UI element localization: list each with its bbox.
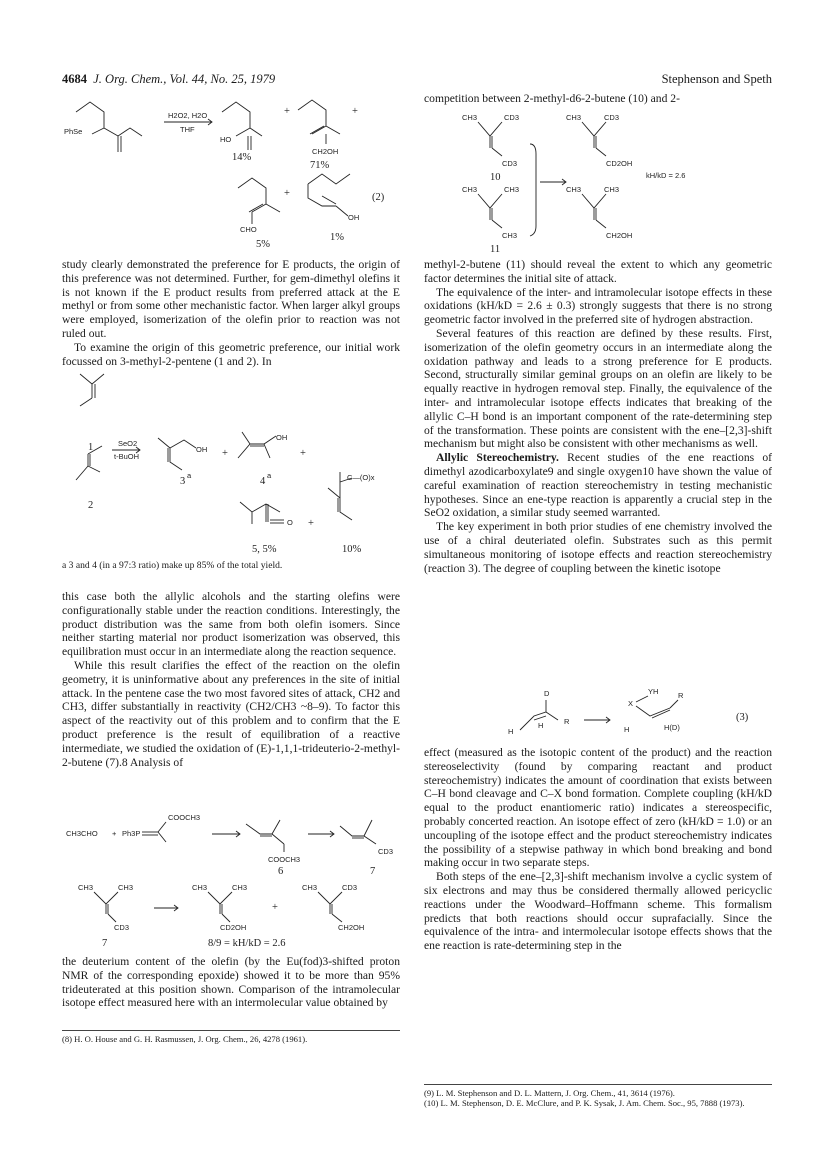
paragraph: study clearly demonstrated the preference for E products, the origin of this preference was not determined. Further, for gem-dimethyl olefins it is not known if the E product results from preferred attack at the E methyl or from some other mechanistic factor. When larger alkyl groups were employed, isomerization of the olefin prior to reaction was not ruled out. — [62, 258, 400, 340]
header-authors: Stephenson and Speth — [661, 72, 772, 86]
cd3-2: CD3 — [502, 159, 518, 168]
cd2oh-c: CD2OH — [606, 159, 633, 168]
footnote-10: (10) L. M. Stephenson, D. E. McClure, and P. K. Sysak, J. Am. Chem. Soc., 95, 7888 (1973). — [424, 1098, 745, 1108]
scheme-3 — [424, 686, 772, 742]
oh-4: OH — [276, 433, 288, 442]
oxygen-5: O — [287, 518, 293, 527]
plus-p3: + — [308, 518, 314, 529]
plus-p2: + — [300, 448, 306, 459]
cd2oh: CD2OH — [220, 923, 247, 932]
footnote-8 — [62, 1034, 400, 1044]
ch2oh-c: CH2OH — [606, 231, 633, 240]
cd3-1: CD3 — [504, 113, 520, 122]
cooch3-mid: COOCH3 — [268, 855, 301, 864]
reagent-h2o2: H2O2, H2O — [168, 111, 208, 120]
footnote-rule-right — [424, 1084, 772, 1085]
label-10: 10 — [490, 172, 501, 183]
yh-label: YH — [648, 687, 659, 696]
label-7: 7 — [370, 866, 376, 877]
ho-label: HO — [220, 135, 232, 144]
sup-a-4: a — [267, 471, 272, 480]
yield-5-5: 5, 5% — [252, 544, 277, 555]
journal-citation: J. Org. Chem., Vol. 44, No. 25, 1979 — [93, 72, 276, 86]
ch3-3: CH3 — [462, 185, 478, 194]
r-label: R — [564, 717, 570, 726]
paragraph: The key experiment in both prior studies of ene chemistry involved the use of a chiral deuteriated olefin. Substrates such as this permit simultaneous monitoring of isotope effects and reaction stereochemistry (reaction 3). The degree of coupling between the kinetic isotope — [424, 520, 772, 575]
paragraph: methyl-2-butene (11) should reveal the extent to which any geometric factor determines the initial site of attack. — [424, 258, 772, 285]
page-number: 4684 — [62, 72, 87, 86]
plus-3: + — [284, 188, 290, 199]
x-label: X — [628, 699, 634, 708]
sup-a-3: a — [187, 471, 192, 480]
ch2oh-w: CH2OH — [338, 923, 365, 932]
reagent-thf: THF — [180, 125, 195, 134]
eq-number-3: (3) — [736, 712, 749, 723]
plus-w1: + — [112, 829, 117, 838]
ch3-1: CH3 — [462, 113, 478, 122]
plus-2: + — [352, 106, 358, 117]
ch3-d: CH3 — [232, 883, 248, 892]
h-a: H — [508, 727, 514, 736]
r2-label: R — [678, 691, 684, 700]
eq-number-2: (2) — [372, 192, 385, 203]
paragraph — [424, 451, 772, 520]
scheme-footnote: a 3 and 4 (in a 97:3 ratio) make up 85% of the total yield. — [62, 560, 283, 571]
section-heading: Allylic Stereochemistry. — [436, 451, 559, 465]
scheme-competition — [424, 108, 772, 256]
right-column-block-2 — [424, 746, 772, 953]
cd3-right: CD3 — [378, 847, 394, 856]
yield-71: 71% — [310, 160, 330, 171]
left-column-block-2 — [62, 590, 400, 769]
reagent-tbuoh: t-BuOH — [114, 452, 140, 461]
paragraph: effect (measured as the isotopic content of the product) and the reaction stereoselectivity (found by comparing reactant and product stereochemistry) indicates the amount of coordination that exists between C–H bond cleavage and C–X bond formation. Complete coupling (kH/kD equal to the product enantiomeric ratio) indicates a stereospecific, probably concerted reaction. An isotope effect of zero (kH/kD = 1.0) or an uncoupling of the isotope effect and the product stereochemistry indicates the possibility of a stepwise pathway in which bond breaking and bond making occur in two separate steps. — [424, 746, 772, 870]
ph3p: Ph3P — [122, 829, 141, 838]
yield-14: 14% — [232, 152, 252, 163]
cd3-3: CD3 — [604, 113, 620, 122]
label-2: 2 — [88, 500, 94, 511]
ch3-7: CH3 — [604, 185, 620, 194]
cooch3-top: COOCH3 — [168, 813, 201, 822]
paragraph: Both steps of the ene–[2,3]-shift mechanism involve a cyclic system of six electrons and may thus be considered thermally allowed pericyclic reactions under the Woodward–Hoffmann scheme. This formalism predicts that both reactions should occur suprafacially. Since the equivalence of the intra- and intermolecular isotope effects shows that the ene reaction is rate-determining step in the — [424, 870, 772, 953]
plus-w2: + — [272, 902, 278, 913]
plus-1: + — [284, 106, 290, 117]
paragraph: this case both the allylic alcohols and the starting olefins were configurationally stable under the reaction conditions. Interestingly, the product distribution was the same from both olefin isomers. Since neither starting material nor product isomerization was observed, this equilibration must occur in an intermediate along the reaction sequence. — [62, 590, 400, 659]
cd3-b: CD3 — [342, 883, 358, 892]
ch3-b: CH3 — [118, 883, 134, 892]
ox-group: C—(O)x — [347, 473, 375, 482]
hd-label: H(D) — [664, 723, 680, 732]
cho-label: CHO — [240, 225, 257, 234]
label-4: 4 — [260, 476, 266, 487]
ch3-5: CH3 — [502, 231, 518, 240]
running-header — [62, 72, 772, 90]
paragraph: competition between 2-methyl-d6-2-butene (10) and 2- — [424, 92, 680, 105]
ch3-2: CH3 — [566, 113, 582, 122]
left-column-block-1 — [62, 258, 400, 368]
paragraph-body: Recent studies of the ene reactions of dimethyl azodicarboxylate9 and single oxygen10 have shown the value of careful examination of reaction stereochemistry in testing mechanistic hypotheses. Since an ene-type reaction is apparently a crucial step in the SeO2 oxidation, a similar study seemed warranted. — [424, 451, 773, 520]
oh-3: OH — [196, 445, 208, 454]
label-6: 6 — [278, 866, 284, 877]
yield-1: 1% — [330, 232, 344, 243]
plus-p1: + — [222, 448, 228, 459]
paragraph: Several features of this reaction are defined by these results. First, isomerization of the olefin geometry occurs in an intermediate along the oxidation pathway and leads to a strong preference for E products. Second, structurally similar geminal groups on an olefin are likely to be equally reactive in hydrogen removal step. Finally, the equivalence of the inter- and intramolecular isotope effects indicates that breaking of the allylic C–H bond is an important component of the rate-determining step of the transformation. These points are consistent with the ene–[2,3]-shift mechanism but might also be consistent with other mechanisms as well. — [424, 326, 772, 451]
phse-label: PhSe — [64, 127, 83, 136]
scheme-pentene — [62, 362, 402, 558]
ch2oh-label: CH2OH — [312, 147, 339, 156]
ch3cho: CH3CHO — [66, 829, 98, 838]
footnote-rule-left — [62, 1030, 400, 1031]
kh-kd-ratio: 8/9 = kH/kD = 2.6 — [208, 938, 286, 949]
scheme-wittig — [62, 810, 402, 950]
h-b: H — [538, 721, 544, 730]
yield-10: 10% — [342, 544, 362, 555]
scheme-2 — [62, 92, 402, 252]
label-7b: 7 — [102, 938, 108, 949]
ch3-a: CH3 — [78, 883, 94, 892]
paragraph: To examine the origin of this geometric preference, our initial work focussed on 3-methyl-2-pentene (1 and 2). In — [62, 340, 400, 368]
right-column-intro — [424, 92, 772, 106]
ch3-4: CH3 — [504, 185, 520, 194]
oh-label: OH — [348, 213, 360, 222]
h-c: H — [624, 725, 630, 734]
label-11: 11 — [490, 244, 501, 255]
footnotes-right — [424, 1088, 772, 1108]
paragraph: the deuterium content of the olefin (by the Eu(fod)3-shifted proton NMR of the corresponding epoxide) showed it to be more than 95% trideuterated at this position shown. Comparison of the intramolecular isotope effect measured here with an intermolecular value obtained by — [62, 955, 400, 1010]
reagent-seo2: SeO2 — [118, 439, 138, 448]
kh-kd-label: kH/kD = 2.6 — [646, 171, 686, 180]
cd3-a: CD3 — [114, 923, 130, 932]
label-1: 1 — [88, 442, 94, 453]
d-label: D — [544, 689, 550, 698]
footnote-9: (9) L. M. Stephenson and D. L. Mattern, J. Org. Chem., 41, 3614 (1976). — [424, 1088, 675, 1098]
ch3-e: CH3 — [302, 883, 318, 892]
ch3-6: CH3 — [566, 185, 582, 194]
ch3-c: CH3 — [192, 883, 208, 892]
footnote-text: (8) H. O. House and G. H. Rasmussen, J. Org. Chem., 26, 4278 (1961). — [62, 1034, 308, 1044]
right-column-block-1 — [424, 258, 772, 575]
header-left — [62, 72, 275, 87]
yield-5: 5% — [256, 239, 270, 250]
left-column-block-3 — [62, 955, 400, 1010]
label-3: 3 — [180, 476, 186, 487]
paragraph: While this result clarifies the effect of the reaction on the olefin geometry, it is uninformative about any preferences in the site of initial attack. In the pentene case the two most favored sites of attack, CH2 and CH3, differ substantially in reactivity (CH2/CH3 ~8–9). To factor this aspect of the reactivity out of this problem and to confirm that the E product preference is the result of equilibration of a reactive intermediate, we studied the oxidation of (E)-1,1,1-trideuterio-2-methyl-2-butene (7).8 Analysis of — [62, 658, 400, 769]
paragraph: The equivalence of the inter- and intramolecular isotope effects in these oxidations (kH/kD = 2.6 ± 0.3) strongly suggests that there is no strong geometric factor involved in the preferred site of hydrogen abstraction. — [424, 285, 772, 327]
